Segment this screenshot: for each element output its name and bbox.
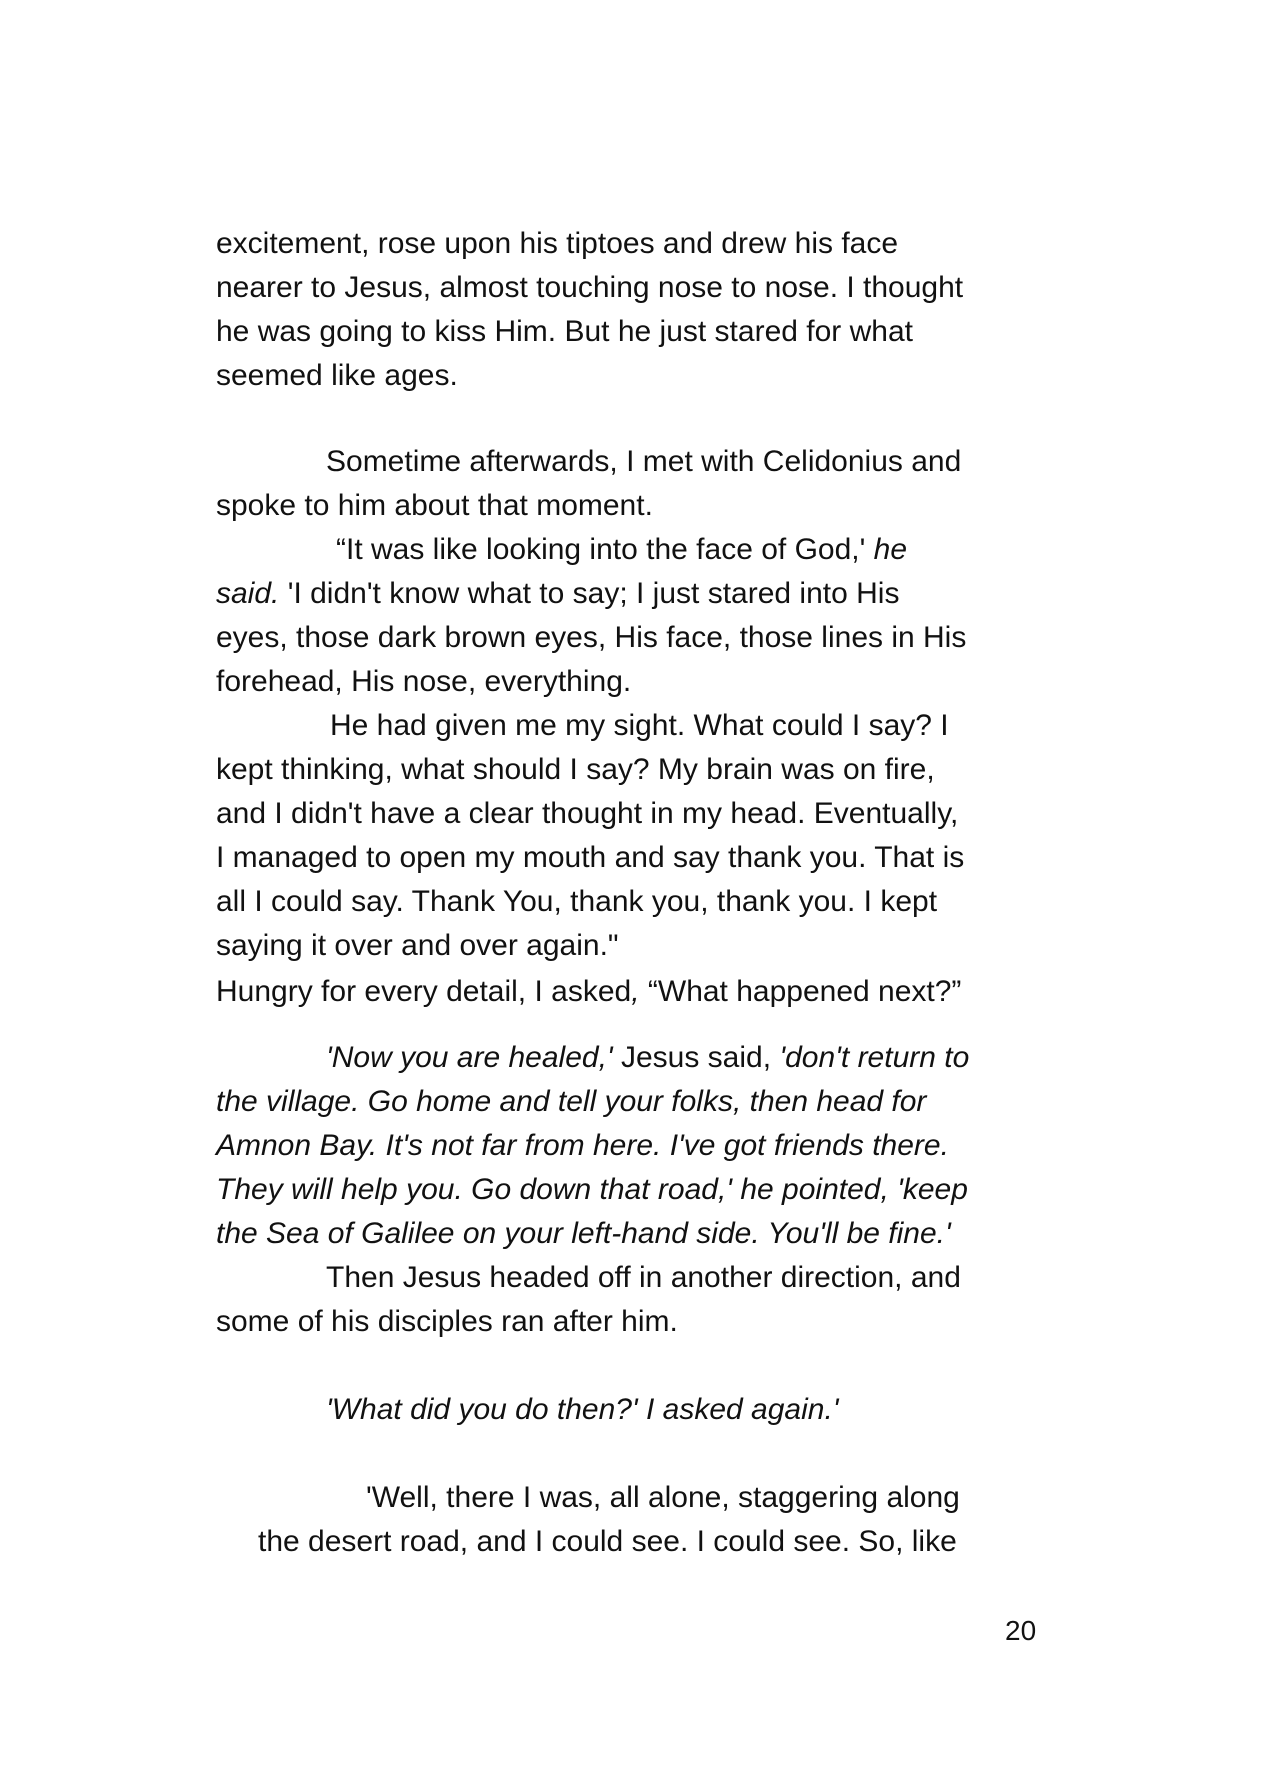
- text-run: kept thinking, what should I say? My brain was on fire,: [216, 753, 935, 786]
- page-number: 20: [1005, 1615, 1037, 1646]
- text-line: [326, 1036, 969, 1080]
- italic-text-run: the village. Go home and tell your folks, then head for: [216, 1085, 927, 1118]
- text-line: [216, 572, 899, 616]
- italic-text-run: said.: [216, 577, 280, 610]
- italic-text-run: ,: [631, 975, 640, 1008]
- text-line: [216, 880, 937, 924]
- text-run: all I could say. Thank You, thank you, thank you. I kept: [216, 885, 938, 918]
- text-line: [326, 1256, 961, 1300]
- text-run: saying it over and over again.": [216, 929, 619, 962]
- text-line: [216, 836, 964, 880]
- text-line: [216, 1300, 678, 1344]
- text-line: [216, 1212, 951, 1256]
- text-run: I managed to open my mouth and say thank you. That is: [216, 841, 965, 874]
- text-run: Sometime afterwards, I met with Celidonius and: [326, 445, 962, 478]
- text-line: [326, 440, 961, 484]
- text-run: spoke to him about that moment.: [216, 489, 653, 522]
- text-run: Hungry for every detail, I asked: [216, 975, 632, 1008]
- text-line: [216, 266, 963, 310]
- text-line: [216, 660, 631, 704]
- text-line: [216, 1168, 968, 1212]
- text-line: [216, 484, 653, 528]
- text-run: 'Well, there I was, all alone, staggering along: [366, 1481, 960, 1514]
- text-line: [336, 528, 907, 572]
- text-line: [216, 222, 898, 266]
- text-run: He had given me my sight. What could I say? I: [330, 709, 949, 742]
- italic-text-run: he: [873, 533, 908, 566]
- text-line: [216, 616, 966, 660]
- text-run: seemed like ages.: [216, 359, 458, 392]
- text-line: [216, 1124, 949, 1168]
- text-run: 'I didn't know what to say; I just stared into His: [279, 577, 900, 610]
- text-line: [216, 748, 935, 792]
- italic-text-run: Amnon Bay. It's not far from here. I've got friends there.: [216, 1129, 949, 1162]
- text-line: [330, 704, 949, 748]
- italic-text-run: 'Now you are healed,': [326, 1041, 613, 1074]
- text-run: “It was like looking into the face of God,': [336, 533, 874, 566]
- text-run: forehead, His nose, everything.: [216, 665, 632, 698]
- text-run: and I didn't have a clear thought in my head. Eventually,: [216, 797, 959, 830]
- text-run: Jesus said,: [612, 1041, 780, 1074]
- italic-text-run: 'What did you do then?' I asked again.': [326, 1393, 839, 1426]
- text-run: he was going to kiss Him. But he just stared for what: [216, 315, 913, 348]
- italic-text-run: the Sea of Galilee on your left-hand side. You'll be fine.': [216, 1217, 951, 1250]
- text-line: [216, 924, 619, 968]
- text-line: [216, 792, 958, 836]
- text-run: Then Jesus headed off in another direction, and: [326, 1261, 961, 1294]
- text-line: [216, 310, 913, 354]
- text-line: [258, 1520, 957, 1564]
- text-run: nearer to Jesus, almost touching nose to nose. I thought: [216, 271, 964, 304]
- italic-text-run: They will help you. Go down that road,' he pointed, 'keep: [216, 1173, 968, 1206]
- text-line: [366, 1476, 960, 1520]
- text-run: the desert road, and I could see. I could see. So, like: [258, 1525, 957, 1558]
- text-line: [216, 354, 458, 398]
- italic-text-run: 'don't return to: [779, 1041, 970, 1074]
- text-run: “What happened next?”: [639, 975, 962, 1008]
- text-line: [216, 1080, 926, 1124]
- text-run: eyes, those dark brown eyes, His face, those lines in His: [216, 621, 967, 654]
- text-line: [326, 1388, 839, 1432]
- text-line: [216, 970, 961, 1014]
- text-run: excitement, rose upon his tiptoes and drew his face: [216, 227, 899, 260]
- text-run: some of his disciples ran after him.: [216, 1305, 678, 1338]
